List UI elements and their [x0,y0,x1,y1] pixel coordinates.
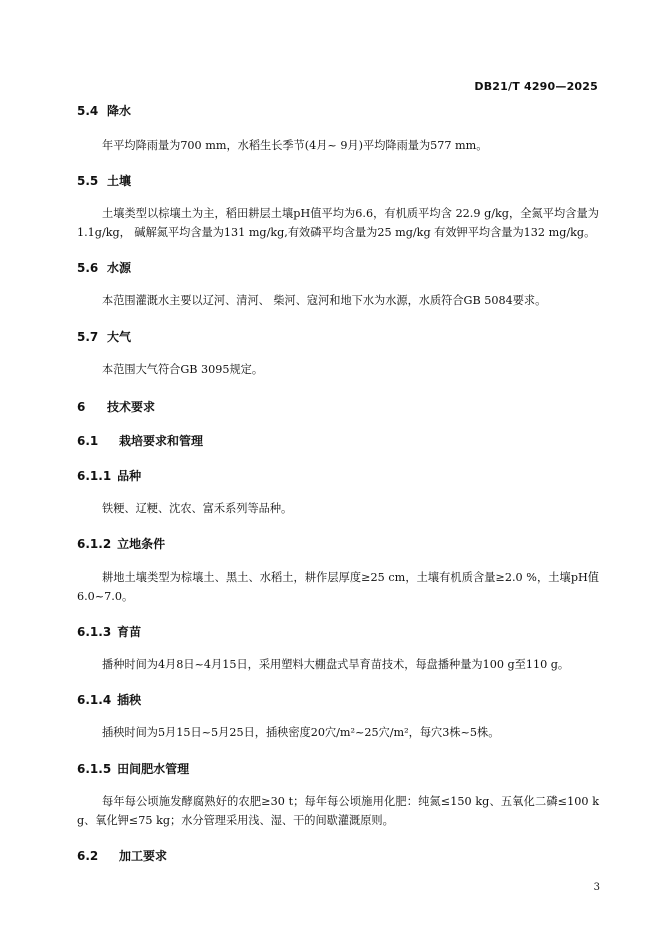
heading-5-7 [77,328,131,345]
heading-number: 5.5 [77,174,99,188]
paragraph-atmosphere: 本范围大气符合GB 3095规定。 [102,363,264,376]
paragraph-site-conditions: 耕地土壤类型为棕壤土、黑土、水稻土，耕作层厚度≥25 cm，土壤有机质含量≥2.0 %，土壤pH值6.0~7.0。 [77,571,599,603]
heading-number: 6.1 [77,434,99,448]
heading-title: 立地条件 [117,537,166,551]
heading-5-5 [77,172,131,189]
heading-title: 技术要求 [107,400,156,414]
heading-title: 降水 [107,104,132,118]
heading-number: 6.1.3 [77,625,112,639]
heading-number: 5.6 [77,261,99,275]
heading-number: 6.1.4 [77,693,112,707]
heading-6-1-5 [77,760,189,777]
heading-6-1-3 [77,623,141,640]
heading-title: 栽培要求和管理 [119,434,204,448]
heading-number: 5.4 [77,104,99,118]
heading-6-1-1 [77,467,141,484]
heading-title: 田间肥水管理 [117,762,190,776]
heading-title: 大气 [107,330,132,344]
heading-number: 6.1.5 [77,762,112,776]
heading-number: 6.1.1 [77,469,112,483]
heading-title: 育苗 [117,625,142,639]
heading-number: 5.7 [77,330,99,344]
paragraph-fertilizer-water: 每年每公顷施发酵腐熟好的农肥≥30 t；每年每公顷施用化肥：纯氮≤150 kg、五氧化二磷≤100 kg、氧化钾≤75 kg；水分管理采用浅、湿、干的间歇灌溉原则。 [77,795,599,827]
heading-5-6 [77,259,131,276]
heading-number: 6.1.2 [77,537,112,551]
paragraph-soil: 土壤类型以棕壤土为主，稻田耕层土壤pH值平均为6.6，有机质平均含 22.9 g/kg，全氮平均含量为1.1g/kg， 碱解氮平均含量为131 mg/kg,有效磷平均含量为25 mg/kg 有效钾平均含量为132 mg/kg。 [77,207,599,239]
paragraph-varieties: 铁粳、辽粳、沈农、富禾系列等品种。 [102,502,293,515]
heading-5-4 [77,102,131,119]
heading-number: 6.2 [77,849,99,863]
heading-title: 水源 [107,261,132,275]
paragraph-seedling: 播种时间为4月8日~4月15日，采用塑料大棚盘式旱育苗技术，每盘播种量为100 g至110 g。 [102,658,570,671]
paragraph-transplanting: 插秧时间为5月15日~5月25日，插秧密度20穴/m²~25穴/m²，每穴3株~5株。 [102,726,500,739]
page-number: 3 [593,882,600,893]
heading-title: 插秧 [117,693,142,707]
heading-number: 6 [77,400,86,414]
heading-6-2 [77,847,167,864]
heading-title: 土壤 [107,174,132,188]
paragraph-water-source: 本范围灌溉水主要以辽河、清河、 柴河、寇河和地下水为水源，水质符合GB 5084要求。 [102,294,547,307]
heading-6-1 [77,432,203,449]
document-code: DB21/T 4290—2025 [474,80,598,93]
heading-title: 品种 [117,469,142,483]
heading-6 [77,398,155,415]
heading-6-1-4 [77,691,141,708]
paragraph-rainfall: 年平均降雨量为700 mm，水稻生长季节(4月~ 9月)平均降雨量为577 mm。 [102,139,488,152]
heading-title: 加工要求 [119,849,168,863]
heading-6-1-2 [77,535,165,552]
